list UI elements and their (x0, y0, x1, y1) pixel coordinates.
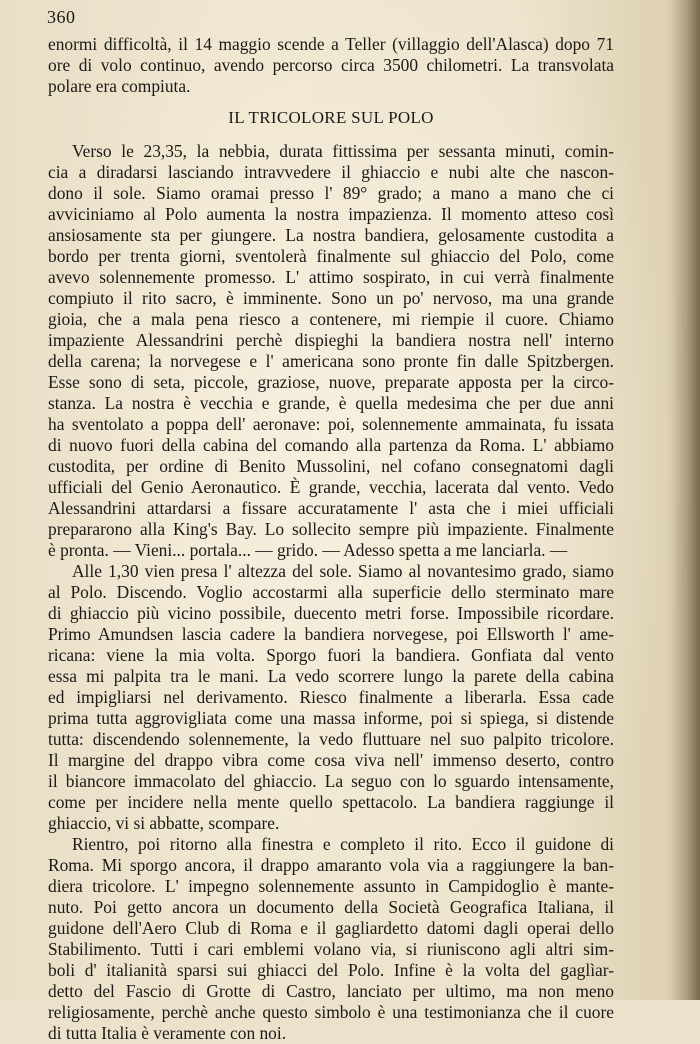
section-paragraphs (48, 141, 614, 1044)
text-line: ha sventolato a poppa dell' aeronave: poi, solennemente ammainata, fu issata (48, 414, 614, 434)
text-line: ricana: viene la mia volta. Sporgo fuori la bandiera. Gonfiata dal vento (48, 645, 614, 665)
text-line: essa mi palpita tra le mani. La vedo scorrere lungo la parete della cabina (48, 666, 614, 686)
paragraph (48, 834, 614, 1044)
text-line: compiuto il rito sacro, è imminente. Sono un po' nervoso, ma una grande (48, 288, 614, 308)
text-line: prima tutta aggrovigliata come una massa informe, poi si spiega, si distende (48, 708, 614, 728)
text-line: ansiosamente sta per giungere. La nostra bandiera, gelosamente custodita a (48, 225, 614, 245)
text-line: dono il sole. Siamo oramai presso l' 89° grado; a mano a mano che ci (48, 183, 614, 203)
text-line: della carena; la norvegese e l' americana sono pronte fin dalle Spitzbergen. (48, 351, 614, 371)
paragraph (48, 561, 614, 834)
text-line: Esse sono di seta, piccole, graziose, nuove, preparate apposta per la circo- (48, 372, 614, 392)
text-line: custodita, per ordine di Benito Mussolini, nel cofano consegnatomi dagli (48, 456, 614, 476)
text-line: impaziente Alessandrini perchè dispieghi la bandiera nostra nell' interno (48, 330, 614, 350)
text-line: al Polo. Discendo. Voglio accostarmi alla superficie dello sterminato mare (48, 582, 614, 602)
text-line: di tutta Italia è veramente con noi. (48, 1023, 287, 1043)
page-number: 360 (47, 7, 76, 27)
text-line: ufficiali del Genio Aeronautico. È grande, vecchia, lacerata dal vento. Vedo (48, 477, 614, 497)
paragraph (48, 141, 614, 561)
section-title: IL TRICOLORE SUL POLO (228, 108, 434, 127)
text-line: Roma. Mi sporgo ancora, il drappo amaranto vola via a raggiungere la ban- (48, 855, 614, 875)
page-edge-shadow (666, 0, 700, 1000)
text-line: tutta: discendendo solennemente, la vedo fluttuare nel suo palpito tricolore. (48, 729, 614, 749)
text-line: avevo solennemente promesso. L' attimo sospirato, in cui verrà finalmente (48, 267, 614, 287)
text-line: Il margine del drappo vibra come cosa viva nell' immenso deserto, contro (48, 750, 614, 770)
text-line: prepararono alla King's Bay. Lo sollecito sempre più impaziente. Finalmente (48, 519, 614, 539)
text-line: Stabilimento. Tutti i cari emblemi volano via, si riuniscono agli altri sim- (48, 939, 614, 959)
text-line: ed impigliarsi nel derivamento. Riesco finalmente a liberarla. Essa cade (48, 687, 614, 707)
text-line: ore di volo continuo, avendo percorso circa 3500 chilometri. La transvolata (48, 55, 614, 75)
text-line: Alle 1,30 vien presa l' altezza del sole. Siamo al novantesimo grado, siamo (72, 561, 614, 581)
text-line: diera tricolore. L' impegno solennemente assunto in Campidoglio è mante- (48, 876, 614, 896)
text-line: ghiaccio, vi si abbatte, scompare. (48, 813, 280, 833)
text-line: avviciniamo al Polo aumenta la nostra impazienza. Il momento atteso così (48, 204, 614, 224)
text-line: Rientro, poi ritorno alla finestra e completo il rito. Ecco il guidone di (72, 834, 614, 854)
text-line: bordo per trenta giorni, sventolerà finalmente sul ghiaccio del Polo, come (48, 246, 614, 266)
text-line: Primo Amundsen lascia cadere la bandiera norvegese, poi Ellsworth l' ame- (48, 624, 614, 644)
text-line: enormi difficoltà, il 14 maggio scende a Teller (villaggio dell'Alasca) dopo 71 (48, 34, 614, 54)
text-line: boli d' italianità sparsi sui ghiacci del Polo. Infine è la volta del gaglìar- (48, 960, 614, 980)
text-line: religiosamente, perchè anche questo simbolo è una testimonianza che il cuore (48, 1002, 614, 1022)
text-line: è pronta. — Vieni... portala... — grido. — Adesso spetta a me lanciarla. — (48, 540, 568, 560)
text-line: guidone dell'Aero Club di Roma e il gagliardetto datomi dagli operai dello (48, 918, 614, 938)
text-line: Alessandrini attardarsi a fissare accuratamente l' asta che i miei ufficiali (48, 498, 614, 518)
text-line: stanza. La nostra è vecchia e grande, è quella medesima che per due anni (48, 393, 614, 413)
text-line: di ghiaccio più vicino possibile, duecento metri forse. Impossibile ricordare. (48, 603, 614, 623)
opening-paragraph (48, 34, 614, 97)
text-line: come per incidere nella mente quello spettacolo. La bandiera raggiunge il (48, 792, 614, 812)
text-line: Verso le 23,35, la nebbia, durata fittissima per sessanta minuti, comin- (72, 141, 614, 161)
text-line: detto del Fascio di Grotte di Castro, lanciato per ultimo, ma non meno (48, 981, 614, 1001)
text-line: polare era compiuta. (48, 76, 191, 96)
text-line: cia a diradarsi lasciando intravvedere il ghiaccio e nubi alte che nascon- (48, 162, 614, 182)
body-text (48, 34, 614, 1044)
text-line: nuto. Poi getto ancora un documento della Società Geografica Italiana, il (48, 897, 614, 917)
text-line: di nuovo fuori della cabina del comando alla partenza da Roma. L' abbiamo (48, 435, 614, 455)
text-line: gioia, che a mala pena riesco a contenere, mi riempie il cuore. Chiamo (48, 309, 614, 329)
text-line: il biancore immacolato del ghiaccio. La seguo con lo sguardo intensamente, (48, 771, 614, 791)
